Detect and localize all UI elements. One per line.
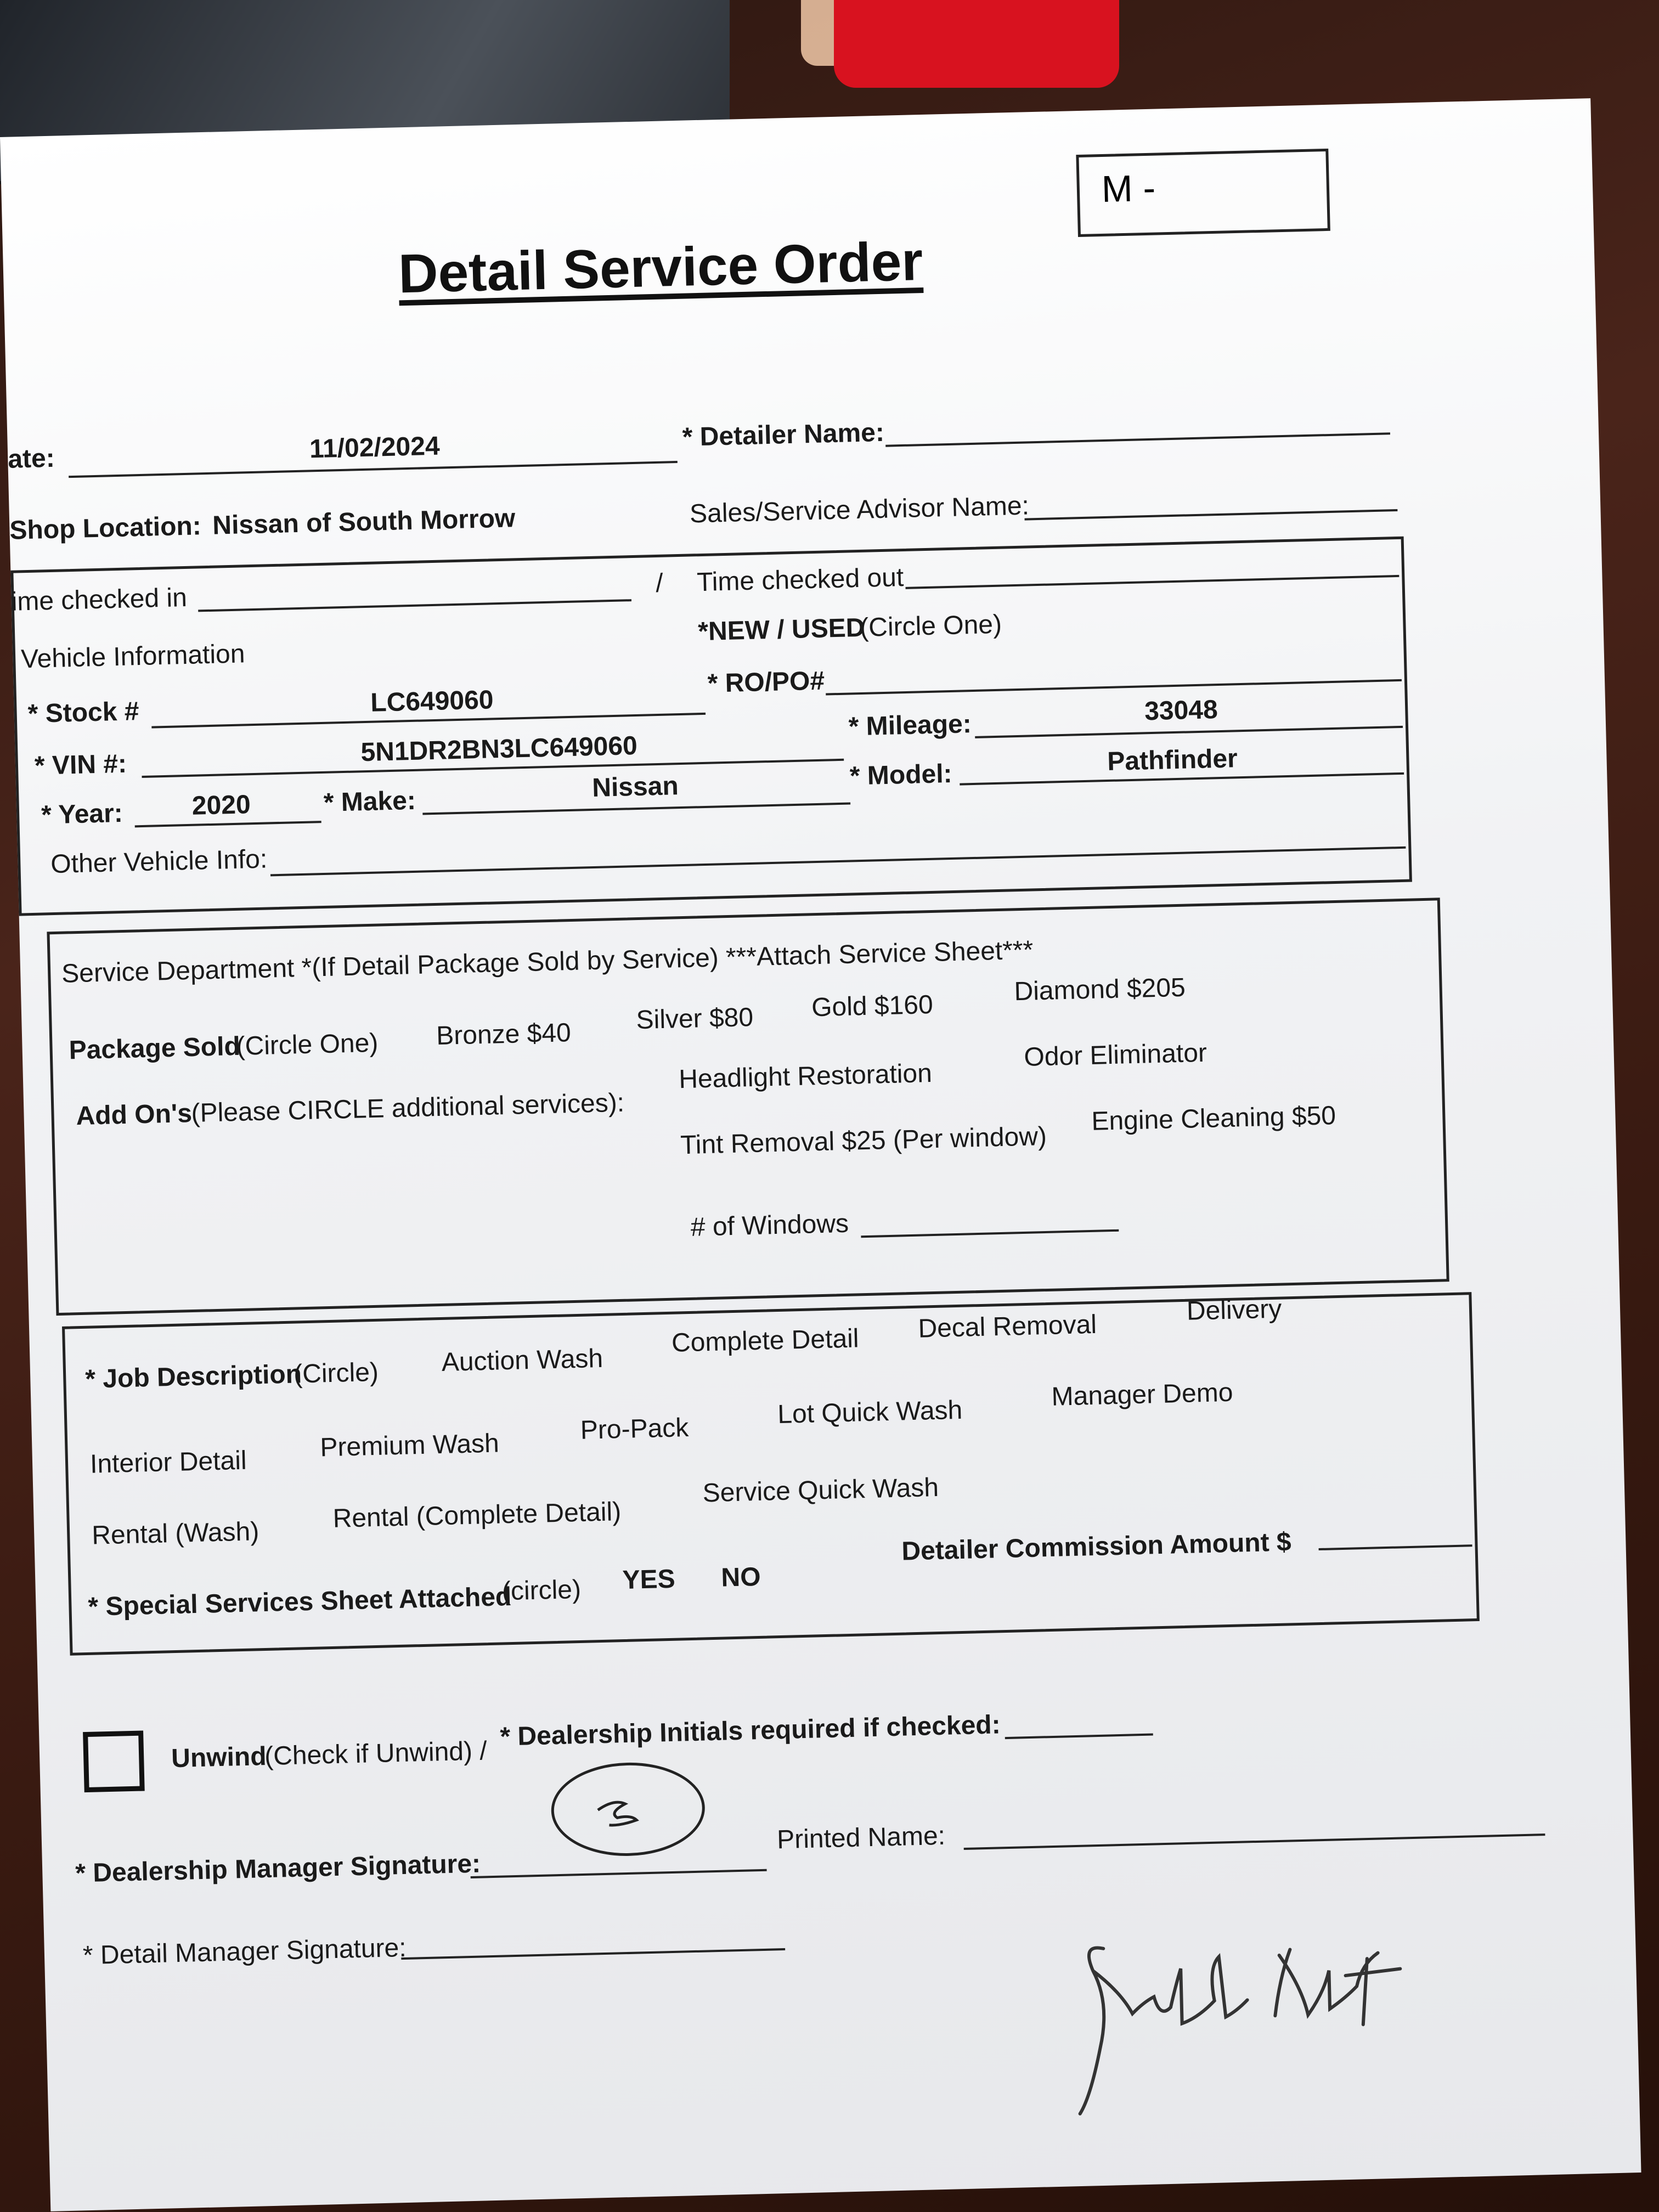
printed-name-label: Printed Name: (776, 1821, 946, 1855)
windows-label: # of Windows (690, 1209, 849, 1242)
handwritten-signature-icon (1070, 1929, 1431, 2125)
detailer-name-label: * Detailer Name: (682, 417, 885, 452)
addon-engine[interactable]: Engine Cleaning $50 (1091, 1101, 1336, 1136)
package-bronze[interactable]: Bronze $40 (436, 1018, 572, 1051)
new-used-label: *NEW / USED (697, 613, 865, 647)
job-auction-wash[interactable]: Auction Wash (441, 1344, 603, 1377)
job-premium-wash[interactable]: Premium Wash (319, 1429, 500, 1463)
detail-manager-signature-label: * Detail Manager Signature: (82, 1933, 407, 1971)
new-used-hint: (Circle One) (859, 610, 1002, 642)
vin-value[interactable]: 5N1DR2BN3LC649060 (360, 731, 638, 768)
printed-name-field[interactable] (964, 1833, 1545, 1850)
addon-headlight[interactable]: Headlight Restoration (678, 1059, 933, 1094)
detail-manager-signature-field[interactable] (401, 1948, 785, 1960)
time-separator: / (655, 568, 664, 599)
job-complete-detail[interactable]: Complete Detail (671, 1324, 860, 1358)
job-interior-detail[interactable]: Interior Detail (89, 1446, 247, 1479)
date-value[interactable]: 11/02/2024 (309, 431, 441, 464)
advisor-name-field[interactable] (1025, 509, 1398, 521)
model-label: * Model: (849, 759, 953, 791)
package-diamond[interactable]: Diamond $205 (1013, 973, 1186, 1007)
job-delivery[interactable]: Delivery (1186, 1294, 1282, 1326)
time-out-label: Time checked out (696, 563, 904, 597)
make-value[interactable]: Nissan (591, 771, 679, 803)
commission-label: Detailer Commission Amount $ (901, 1527, 1292, 1566)
vehicle-info-label: Vehicle Information (20, 639, 246, 674)
dealership-signature-label: * Dealership Manager Signature: (75, 1849, 481, 1888)
job-hint: (Circle) (293, 1357, 379, 1389)
job-manager-demo[interactable]: Manager Demo (1051, 1378, 1234, 1412)
year-label: * Year: (41, 798, 123, 830)
red-object (834, 0, 1119, 88)
job-lot-quick-wash[interactable]: Lot Quick Wash (777, 1395, 963, 1430)
initials-label: * Dealership Initials required if checked: (499, 1710, 1001, 1752)
advisor-name-label: Sales/Service Advisor Name: (689, 491, 1030, 529)
unwind-label: Unwind (171, 1742, 267, 1774)
date-line (69, 461, 678, 478)
other-info-label: Other Vehicle Info: (50, 844, 268, 879)
job-pro-pack[interactable]: Pro-Pack (580, 1413, 689, 1445)
model-value[interactable]: Pathfinder (1107, 744, 1238, 777)
service-header: Service Department *(If Detail Package Sold by Service) ***Attach Service Sheet*** (61, 935, 1034, 989)
stock-value[interactable]: LC649060 (370, 685, 494, 718)
shop-location-label: Shop Location: (9, 511, 202, 545)
date-label: ate: (7, 443, 55, 474)
make-label: * Make: (323, 786, 416, 817)
stock-label: * Stock # (27, 697, 140, 729)
mileage-value[interactable]: 33048 (1144, 695, 1218, 726)
ropo-label: * RO/PO# (707, 666, 825, 698)
job-service-quick-wash[interactable]: Service Quick Wash (702, 1472, 939, 1508)
dealership-signature-field[interactable] (471, 1869, 767, 1878)
initials-field[interactable] (1005, 1734, 1153, 1740)
vin-label: * VIN #: (34, 749, 127, 781)
package-hint: (Circle One) (235, 1028, 379, 1061)
form-title: Detail Service Order (397, 230, 924, 305)
unwind-hint: (Check if Unwind) / (264, 1736, 488, 1771)
initials-scribble-icon (553, 1764, 703, 1855)
package-label: Package Sold (69, 1031, 241, 1065)
addon-odor[interactable]: Odor Eliminator (1023, 1038, 1207, 1072)
initials-stamp (550, 1761, 706, 1858)
addon-tint[interactable]: Tint Removal $25 (Per window) (680, 1121, 1047, 1160)
shop-location-value: Nissan of South Morrow (212, 504, 516, 540)
package-silver[interactable]: Silver $80 (636, 1002, 754, 1035)
service-order-form (0, 98, 1641, 2211)
unwind-checkbox[interactable] (83, 1730, 145, 1792)
job-rental-wash[interactable]: Rental (Wash) (91, 1517, 259, 1550)
special-no[interactable]: NO (720, 1562, 761, 1593)
year-value[interactable]: 2020 (191, 790, 251, 821)
job-rental-complete[interactable]: Rental (Complete Detail) (332, 1497, 622, 1533)
special-services-hint: (circle) (501, 1575, 582, 1606)
special-services-label: * Special Services Sheet Attached (87, 1582, 512, 1622)
addons-hint: (Please CIRCLE additional services): (190, 1088, 625, 1128)
addons-label: Add On's (75, 1098, 193, 1131)
job-decal-removal[interactable]: Decal Removal (917, 1310, 1097, 1344)
package-gold[interactable]: Gold $160 (811, 990, 934, 1023)
job-label: * Job Description (84, 1359, 302, 1394)
special-yes[interactable]: YES (622, 1564, 676, 1595)
mileage-label: * Mileage: (848, 709, 972, 742)
m-number-box[interactable]: M - (1076, 149, 1330, 237)
detailer-name-field[interactable] (885, 432, 1390, 447)
time-in-label: ime checked in (11, 583, 188, 617)
